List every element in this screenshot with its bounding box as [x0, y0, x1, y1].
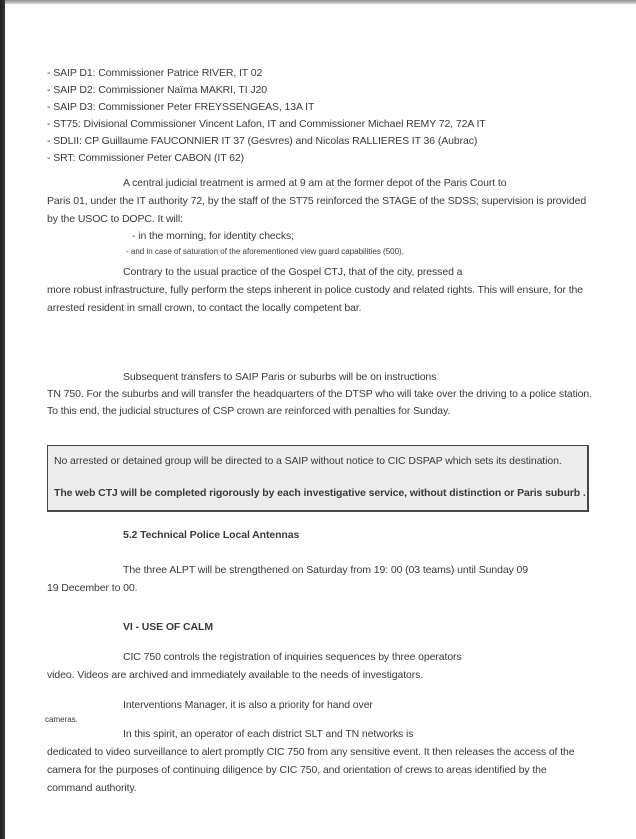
notice-box: [47, 445, 589, 512]
paragraph-interventions-manager: Interventions Manager, it is also a priority for hand over: [123, 699, 373, 711]
paragraph-line: more robust infrastructure, fully perform the steps inherent in police custody and related rights. This will ensure, for the: [47, 284, 584, 296]
list-item: - SAIP D2: Commissioner Naïma MAKRI, TI J20: [47, 84, 267, 96]
paragraph-line: TN 750. For the suburbs and will transfer the headquarters of the DTSP who will take over the driving to a police station.: [47, 388, 592, 400]
paragraph-line: video. Videos are archived and immediately available to the needs of investigators.: [47, 669, 424, 681]
paragraph-line: CIC 750 controls the registration of inquiries sequences by three operators: [123, 651, 462, 663]
paragraph-line: arrested resident in small crown, to contact the locally competent bar.: [47, 302, 362, 314]
paragraph-line: 19 December to 00.: [47, 582, 138, 594]
paragraph-line: The three ALPT will be strengthened on Saturday from 19: 00 (03 teams) until Sunday 09: [123, 564, 529, 576]
paragraph-cameras: cameras.: [45, 715, 78, 724]
sub-list-item: - in the morning, for identity checks;: [132, 230, 294, 242]
scan-left-edge-bar: [0, 0, 5, 839]
paragraph-line: Paris 01, under the IT authority 72, by the staff of the ST75 reinforced the STAGE of the SDSS; supervision is provided: [47, 195, 587, 207]
paragraph-central-treatment: [47, 174, 592, 259]
list-item: - SAIP D1: Commissioner Patrice RIVER, IT 02: [47, 67, 263, 79]
paragraph-line: Contrary to the usual practice of the Gospel CTJ, that of the city, pressed a: [123, 266, 463, 278]
paragraph-line: dedicated to video surveillance to alert promptly CIC 750 from any sensitive event. It then releases the access of the: [47, 746, 575, 758]
list-item: - SDLII: CP Guillaume FAUCONNIER IT 37 (Gesvres) and Nicolas RALLIERES IT 36 (Aubrac): [47, 135, 478, 147]
paragraph-line: by the USOC to DOPC. It will:: [47, 213, 183, 225]
paragraph-line: camera for the purposes of continuing diligence by CIC 750, and orientation of crews to areas identified by the: [47, 764, 547, 776]
notice-box-line-bold: The web CTJ will be completed rigorously by each investigative service, without distinction or Paris suburb .: [54, 487, 586, 499]
section-heading-vi: VI - USE OF CALM: [123, 621, 213, 633]
paragraph-line: In this spirit, an operator of each district SLT and TN networks is: [123, 728, 414, 740]
paragraph-line: To this end, the judicial structures of CSP crown are reinforced with penalties for Sunday.: [47, 405, 451, 417]
list-item: - ST75: Divisional Commissioner Vincent Lafon, IT and Commissioner Michael REMY 72, 72A IT: [47, 118, 486, 130]
paragraph-line: Subsequent transfers to SAIP Paris or suburbs will be on instructions: [123, 371, 437, 383]
document-content: [47, 0, 592, 797]
paragraph-subsequent-transfers: [47, 369, 592, 420]
paragraph-line: command authority.: [47, 782, 137, 794]
list-item: - SAIP D3: Commissioner Peter FREYSSENGEAS, 13A IT: [47, 101, 315, 113]
list-item: - SRT: Commissioner Peter CABON (IT 62): [47, 152, 245, 164]
paragraph-cic-750: [47, 648, 592, 684]
paragraph-in-this-spirit: [47, 725, 592, 797]
paragraph-alpt: [47, 561, 592, 597]
section-heading-5-2: 5.2 Technical Police Local Antennas: [123, 529, 300, 541]
paragraph-contrary-practice: [47, 263, 592, 317]
commissioner-list: [47, 65, 592, 167]
sub-list-item: - and in case of saturation of the aforementioned view guard capabilities (500),: [126, 247, 404, 256]
notice-box-line: No arrested or detained group will be directed to a SAIP without notice to CIC DSPAP which sets its destination.: [54, 455, 562, 467]
paragraph-line: A central judicial treatment is armed at 9 am at the former depot of the Paris Court to: [123, 177, 507, 189]
